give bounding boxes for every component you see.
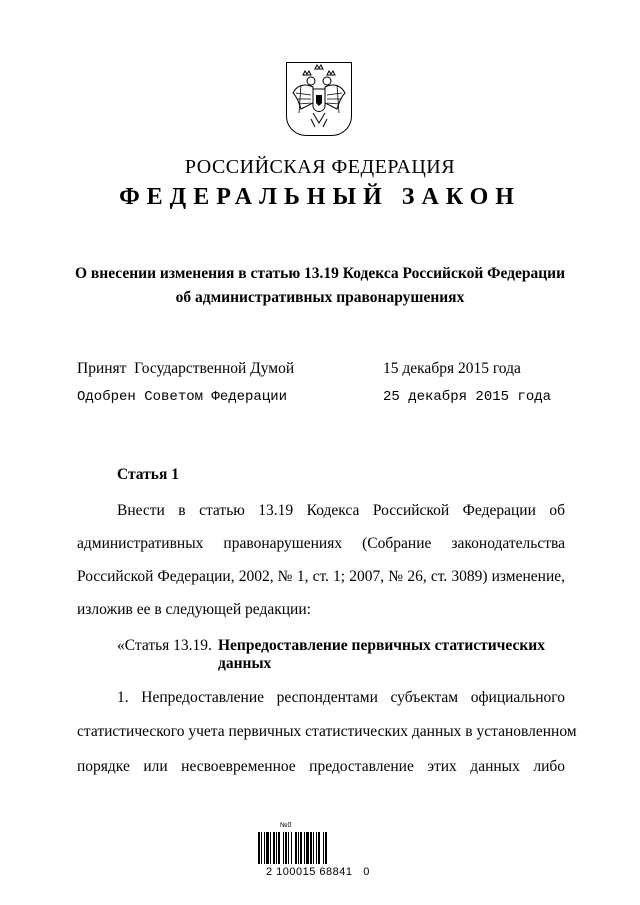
quoted-article-label: «Статья 13.19. xyxy=(117,637,212,654)
article-text-line: административных правонарушениях (Собрание законодательства xyxy=(77,535,565,552)
quoted-article-title: Непредоставление первичных статистических данных xyxy=(218,637,545,672)
adopted-date: 15 декабря 2015 года xyxy=(383,360,521,377)
document-type: ФЕДЕРАЛЬНЫЙ ЗАКОН xyxy=(119,184,521,210)
article-heading: Статья 1 xyxy=(117,466,179,483)
article-text-line: изложив ее в следующей редакции: xyxy=(77,601,311,618)
barcode-mark: №0 xyxy=(280,822,292,829)
law-title-line-1: О внесении изменения в статью 13.19 Кодекса Российской Федерации xyxy=(75,265,565,282)
item-text-line: статистического учета первичных статистических данных в установленном xyxy=(77,723,577,740)
law-title xyxy=(0,262,640,310)
article-text-line: Российской Федерации, 2002, № 1, ст. 1; 2007, № 26, ст. 3089) изменение, xyxy=(77,568,565,585)
law-title-line-2: об административных правонарушениях xyxy=(175,289,465,306)
russian-coat-of-arms-icon xyxy=(287,63,351,135)
country-name: РОССИЙСКАЯ ФЕДЕРАЦИЯ xyxy=(184,156,456,178)
article-text-line: Внести в статью 13.19 Кодекса Российской Федерации об xyxy=(117,502,565,519)
item-text-line: 1. Непредоставление респондентами субъектам официального xyxy=(117,689,565,706)
barcode-icon xyxy=(258,832,344,864)
approved-label: Одобрен Советом Федерации xyxy=(77,389,288,405)
emblem-frame xyxy=(286,62,352,136)
barcode-number: 2 100015 68841 0 xyxy=(266,866,370,878)
item-text-line: порядке или несвоевременное предоставление этих данных либо xyxy=(77,758,565,775)
approved-date: 25 декабря 2015 года xyxy=(383,389,552,405)
adopted-label: Принят Государственной Думой xyxy=(77,360,295,377)
